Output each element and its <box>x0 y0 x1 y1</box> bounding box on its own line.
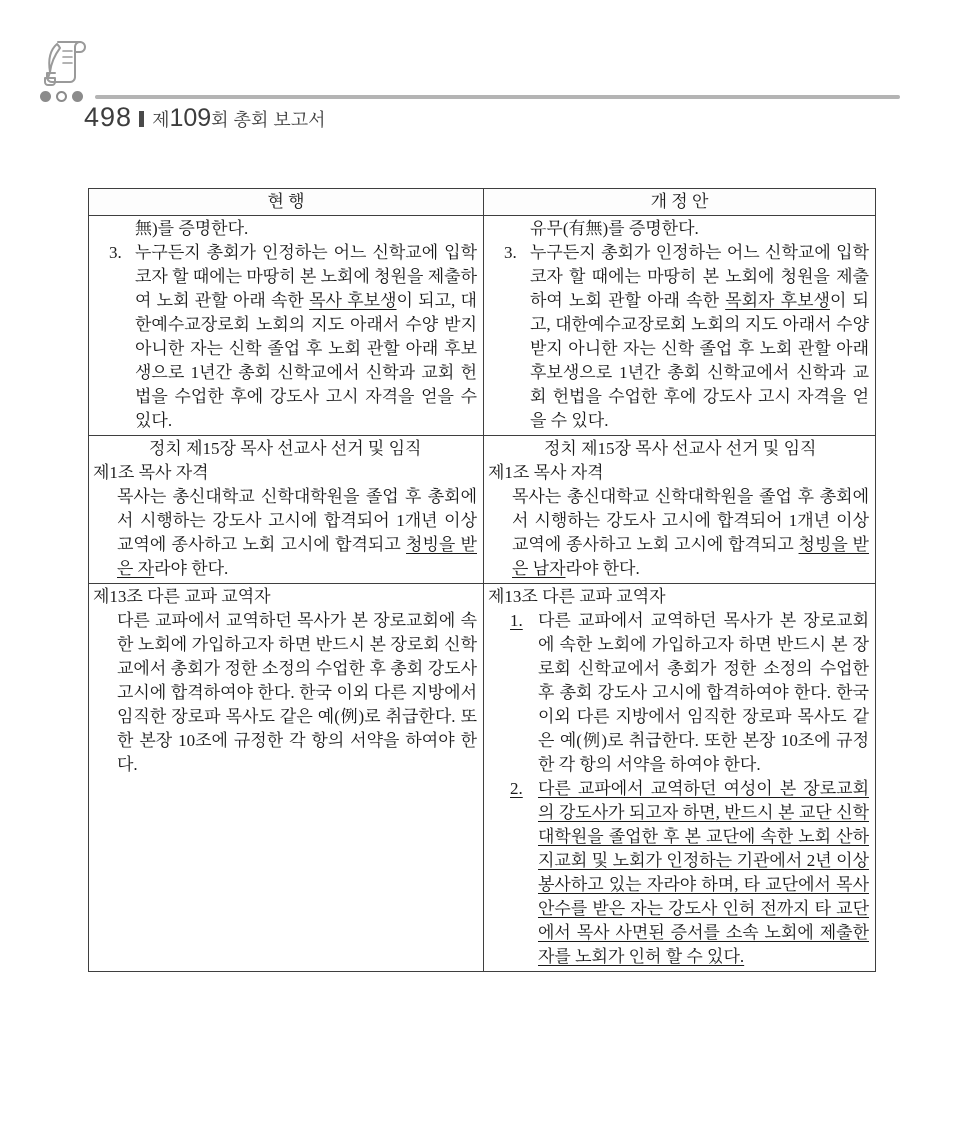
text-segment: 유무(有無)를 증명한다. <box>530 219 699 238</box>
paragraph <box>488 485 869 581</box>
cell-current-row2 <box>89 436 484 584</box>
paragraph <box>93 461 477 485</box>
column-header-current: 현 행 <box>89 189 484 216</box>
cell-revised-row1 <box>484 216 876 436</box>
report-title <box>152 104 326 132</box>
text-segment: 제13조 다른 교파 교역자 <box>488 587 666 606</box>
comparison-table <box>88 188 876 972</box>
horizontal-rule <box>95 95 900 99</box>
report-title-prefix: 제 <box>152 110 170 130</box>
text-segment: 청빙을 받은 남자 <box>512 535 869 578</box>
paragraph <box>93 217 477 241</box>
paragraph <box>93 485 477 581</box>
text-segment: 청빙을 받은 자 <box>117 535 477 578</box>
list-marker: 3. <box>109 243 122 262</box>
paragraph <box>488 609 869 777</box>
paragraph <box>488 777 869 969</box>
cell-current-row3 <box>89 584 484 972</box>
paragraph <box>93 609 477 777</box>
report-title-number: 109 <box>169 104 212 132</box>
table-row <box>89 216 876 436</box>
text-segment: 제13조 다른 교파 교역자 <box>93 587 271 606</box>
table-row <box>89 584 876 972</box>
cell-revised-row2 <box>484 436 876 584</box>
page-header <box>84 102 326 133</box>
list-marker: 2. <box>510 779 523 798</box>
header-divider <box>40 91 900 102</box>
dot-open-icon <box>56 91 67 102</box>
text-segment: 다른 교파에서 교역하던 목사가 본 장로교회에 속한 노회에 가입하고자 하면 반드시 본 장로회 신학교에서 총회가 정한 소정의 수업한 후 총회 강도사 고시에 합격하여야 한다. 한국 이외 다른 지방에서 임직한 장로파 목사도 같은 예(例)로 취급한다. 또한 본장 10조에 규정한 각 항의 서약을 하여야 한다. <box>538 611 869 774</box>
cell-revised-row3 <box>484 584 876 972</box>
paragraph <box>488 585 869 609</box>
paragraph <box>488 437 869 461</box>
page-number: 498 <box>84 102 133 132</box>
text-segment: 無)를 증명한다. <box>135 219 249 238</box>
list-marker: 1. <box>510 611 523 630</box>
text-segment: 정치 제15장 목사 선교사 선거 및 임직 <box>544 439 817 458</box>
paragraph <box>93 437 477 461</box>
text-segment: 제1조 목사 자격 <box>93 463 209 482</box>
text-segment: 목사는 총신대학교 신학대학원을 졸업 후 총회에서 시행하는 강도사 고시에 합격되어 1개년 이상 교역에 종사하고 노회 고시에 합격되고 <box>512 487 869 554</box>
report-title-suffix: 회 총회 보고서 <box>211 110 326 130</box>
document-quill-icon <box>36 32 96 92</box>
paragraph <box>488 241 869 433</box>
text-segment: 라야 한다. <box>565 559 640 578</box>
text-segment: 이 되고, 대한예수교장로회 노회의 지도 아래서 수양 받지 아니한 자는 신학 졸업 후 노회 관할 아래 후보생으로 1년간 총회 신학교에서 신학과 교회 헌법을 수업한 후에 강도사 고시 자격을 얻을 수 있다. <box>135 291 477 430</box>
cell-current-row1 <box>89 216 484 436</box>
text-segment: 제1조 목사 자격 <box>488 463 604 482</box>
dot-filled-icon <box>40 91 51 102</box>
text-segment: 목회자 후보생 <box>725 291 830 310</box>
table-header-row <box>89 189 876 216</box>
text-segment: 누구든지 총회가 인정하는 어느 신학교에 입학코자 할 때에는 마땅히 본 노회에 청원을 제출하여 노회 관할 아래 속한 <box>530 243 869 310</box>
dot-filled-icon <box>72 91 83 102</box>
text-segment: 목사 후보생 <box>309 291 397 310</box>
text-segment: 정치 제15장 목사 선교사 선거 및 임직 <box>149 439 422 458</box>
text-segment: 누구든지 총회가 인정하는 어느 신학교에 입학코자 할 때에는 마땅히 본 노회에 청원을 제출하여 노회 관할 아래 속한 <box>135 243 477 310</box>
paragraph <box>488 217 869 241</box>
paragraph <box>93 585 477 609</box>
text-segment: 다른 교파에서 교역하던 목사가 본 장로교회에 속한 노회에 가입하고자 하면 반드시 본 장로회 신학교에서 총회가 정한 소정의 수업한 후 총회 강도사 고시에 합격하여야 한다. 한국 이외 다른 지방에서 임직한 장로파 목사도 같은 예(例)로 취급한다. 또한 본장 10조에 규정한 각 항의 서약을 하여야 한다. <box>117 611 477 774</box>
paragraph <box>488 461 869 485</box>
text-segment: 다른 교파에서 교역하던 여성이 본 장로교회의 강도사가 되고자 하면, 반드시 본 교단 신학대학원을 졸업한 후 본 교단에 속한 노회 산하 지교회 및 노회가 인정하는 기관에서 2년 이상 봉사하고 있는 자라야 하며, 타 교단에서 목사 안수를 받은 자는 강도사 인허 전까지 타 교단에서 목사 사면된 증서를 소속 노회에 제출한 자를 노회가 인허 할 수 있다. <box>538 779 869 966</box>
list-marker: 3. <box>504 243 517 262</box>
text-segment: 라야 한다. <box>154 559 229 578</box>
vertical-bar-icon <box>139 111 144 127</box>
column-header-revised: 개 정 안 <box>484 189 876 216</box>
text-segment: 목사는 총신대학교 신학대학원을 졸업 후 총회에서 시행하는 강도사 고시에 합격되어 1개년 이상 교역에 종사하고 노회 고시에 합격되고 <box>117 487 477 554</box>
table-row <box>89 436 876 584</box>
text-segment: 이 되고, 대한예수교장로회 노회의 지도 아래서 수양 받지 아니한 자는 신학 졸업 후 노회 관할 아래 후보생으로 1년간 총회 신학교에서 신학과 교회 헌법을 수업한 후에 강도사 고시 자격을 얻을 수 있다. <box>530 291 869 430</box>
paragraph <box>93 241 477 433</box>
